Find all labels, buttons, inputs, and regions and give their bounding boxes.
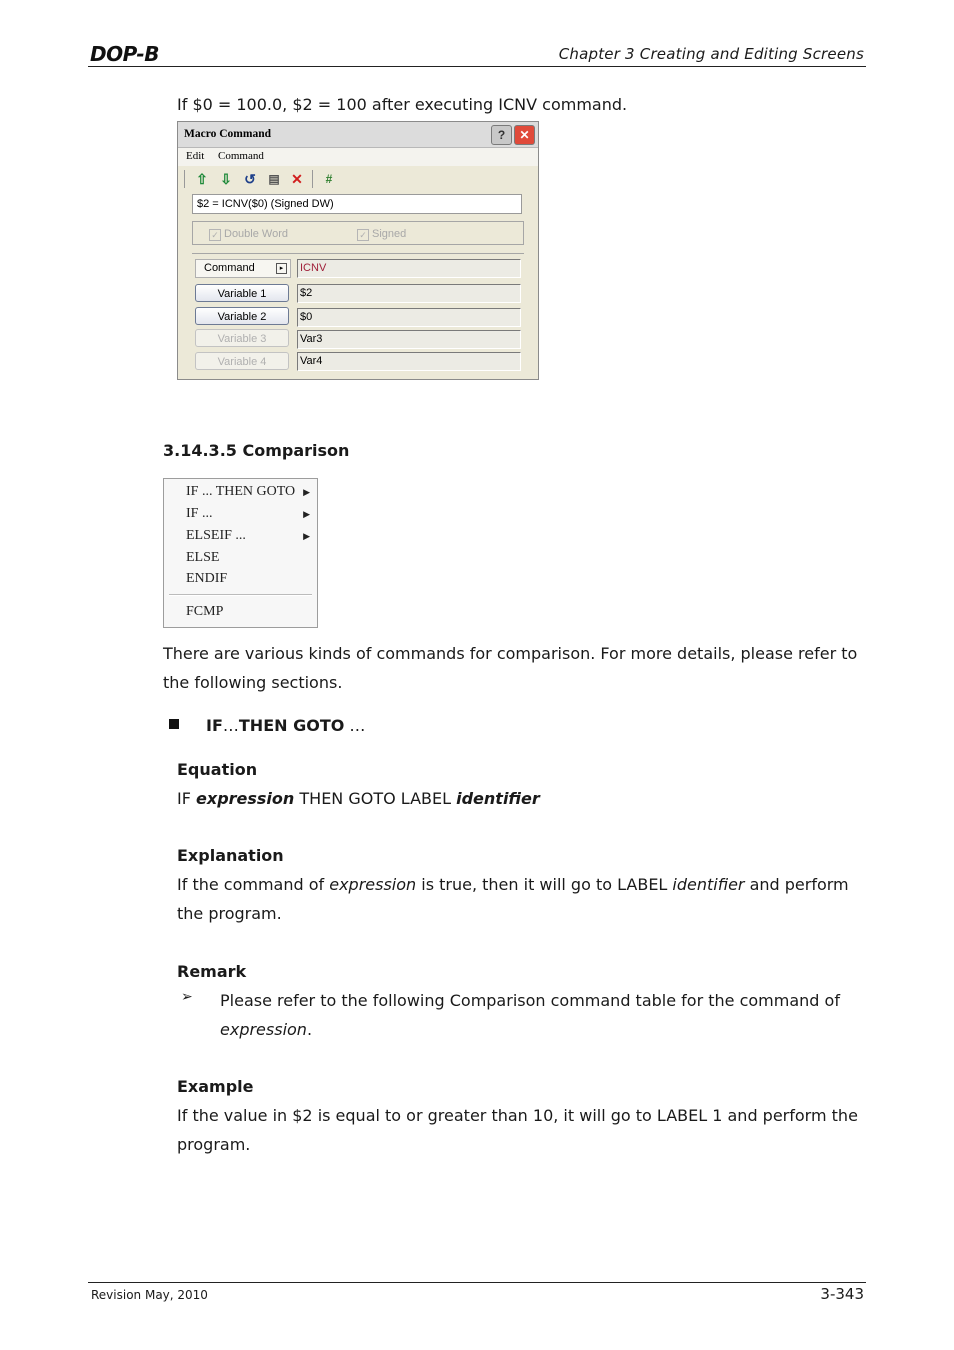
remark-line — [220, 1015, 865, 1044]
variable-1-field[interactable]: $2 — [297, 284, 521, 303]
command-selector[interactable] — [195, 259, 291, 278]
equation-identifier: identifier — [456, 789, 540, 808]
signed-label: Signed — [372, 228, 407, 240]
page-number: 3-343 — [820, 1285, 864, 1303]
toolbar-separator — [184, 170, 185, 188]
equation-then-goto: THEN GOTO LABEL — [294, 789, 457, 808]
menu-item-endif[interactable]: ENDIF — [186, 571, 228, 586]
checkmark-icon: ✓ — [357, 229, 369, 241]
text-run: . — [306, 1020, 313, 1039]
footer-rule — [88, 1282, 866, 1283]
example-text — [177, 1101, 867, 1159]
menu-item-label: ELSEIF ... — [186, 528, 246, 543]
menu-command[interactable]: Command — [218, 150, 264, 162]
heading-ellipsis: … — [344, 716, 366, 735]
comparison-menu — [163, 478, 318, 628]
signed-checkbox — [357, 228, 406, 241]
menu-item-if[interactable] — [186, 506, 314, 522]
submenu-arrow-icon: ▶ — [303, 487, 310, 497]
remark-text — [220, 986, 865, 1044]
dialog-title-bar — [178, 122, 538, 148]
menu-item-if-then-goto[interactable] — [186, 484, 314, 500]
variable-3-button: Variable 3 — [195, 329, 289, 347]
text-run-italic: identifier — [672, 875, 745, 894]
variable-1-button[interactable]: Variable 1 — [195, 284, 289, 302]
close-button[interactable] — [514, 125, 535, 145]
comment-icon[interactable]: # — [325, 172, 333, 186]
equation-text — [177, 784, 540, 813]
header-rule — [88, 66, 866, 67]
explanation-heading: Explanation — [177, 846, 284, 865]
bullet-heading — [206, 711, 365, 740]
explanation-text — [177, 870, 867, 928]
submenu-arrow-icon: ▶ — [303, 509, 310, 519]
question-icon: ? — [497, 128, 506, 142]
text-run-italic: expression — [220, 1020, 307, 1039]
delete-icon[interactable]: ✕ — [291, 171, 303, 187]
variable-2-button[interactable]: Variable 2 — [195, 307, 289, 325]
menu-item-label: IF ... THEN GOTO — [186, 484, 296, 499]
arrow-bullet-icon: ➢ — [181, 989, 193, 1005]
equation-if: IF — [177, 789, 197, 808]
menu-item-elseif[interactable] — [186, 528, 314, 544]
text-run: If the command of — [177, 875, 330, 894]
intro-paragraph-line: the following sections. — [163, 673, 343, 692]
square-bullet-icon — [169, 719, 179, 729]
intro-paragraph-line: There are various kinds of commands for comparison. For more details, please refer to — [163, 644, 858, 663]
explanation-line — [177, 870, 867, 899]
variable-4-button: Variable 4 — [195, 352, 289, 370]
variable-4-field: Var4 — [297, 352, 521, 371]
command-value: ICNV — [297, 259, 521, 278]
help-button[interactable] — [491, 125, 512, 145]
close-icon: ✕ — [519, 128, 530, 142]
section-heading: 3.14.3.5 Comparison — [163, 441, 350, 460]
intro-line: If $0 = 100.0, $2 = 100 after executing ICNV command. — [177, 95, 628, 114]
command-label: Command — [204, 262, 255, 274]
menu-item-else[interactable]: ELSE — [186, 550, 220, 565]
footer-revision: Revision May, 2010 — [91, 1288, 208, 1302]
heading-then-goto: THEN GOTO — [238, 716, 345, 735]
macro-command-dialog — [177, 121, 539, 380]
chapter-title: Chapter 3 Creating and Editing Screens — [558, 45, 864, 63]
remark-line: Please refer to the following Comparison command table for the command of — [220, 991, 840, 1010]
heading-ellipsis: … — [222, 716, 239, 735]
remark-heading: Remark — [177, 962, 247, 981]
move-down-icon[interactable]: ⇩ — [220, 171, 232, 187]
text-run: and perform — [744, 875, 849, 894]
variable-3-field: Var3 — [297, 330, 521, 349]
double-word-label: Double Word — [224, 228, 288, 240]
text-run: is true, then it will go to LABEL — [416, 875, 673, 894]
data-type-group — [192, 221, 524, 245]
save-icon[interactable]: ▤ — [268, 172, 280, 186]
example-heading: Example — [177, 1077, 254, 1096]
submenu-arrow-icon: ▶ — [303, 531, 310, 541]
undo-icon[interactable]: ↺ — [244, 171, 256, 187]
dop-b-logo: DOP-B — [90, 42, 159, 66]
variable-2-field[interactable]: $0 — [297, 308, 521, 327]
text-run-italic: expression — [329, 875, 417, 894]
menu-item-label: IF ... — [186, 506, 213, 521]
move-up-icon[interactable]: ⇧ — [196, 171, 208, 187]
dialog-title: Macro Command — [184, 128, 271, 140]
example-line: program. — [177, 1135, 251, 1154]
toolbar-separator — [312, 170, 313, 188]
checkmark-icon: ✓ — [209, 229, 221, 241]
equation-heading: Equation — [177, 760, 258, 779]
example-line: If the value in $2 is equal to or greater than 10, it will go to LABEL 1 and perform the — [177, 1106, 858, 1125]
submenu-arrow-icon: ▸ — [276, 263, 287, 274]
expression-field[interactable]: $2 = ICNV($0) (Signed DW) — [192, 194, 522, 214]
dialog-menubar — [178, 148, 538, 166]
double-word-checkbox — [209, 228, 288, 241]
dialog-toolbar — [184, 168, 534, 190]
explanation-line: the program. — [177, 904, 282, 923]
menu-edit[interactable]: Edit — [186, 150, 205, 162]
menu-separator — [169, 594, 312, 596]
menu-item-fcmp[interactable]: FCMP — [186, 604, 224, 619]
equation-expression: expression — [196, 789, 295, 808]
heading-if: IF — [206, 716, 223, 735]
intro-paragraph — [163, 639, 868, 697]
